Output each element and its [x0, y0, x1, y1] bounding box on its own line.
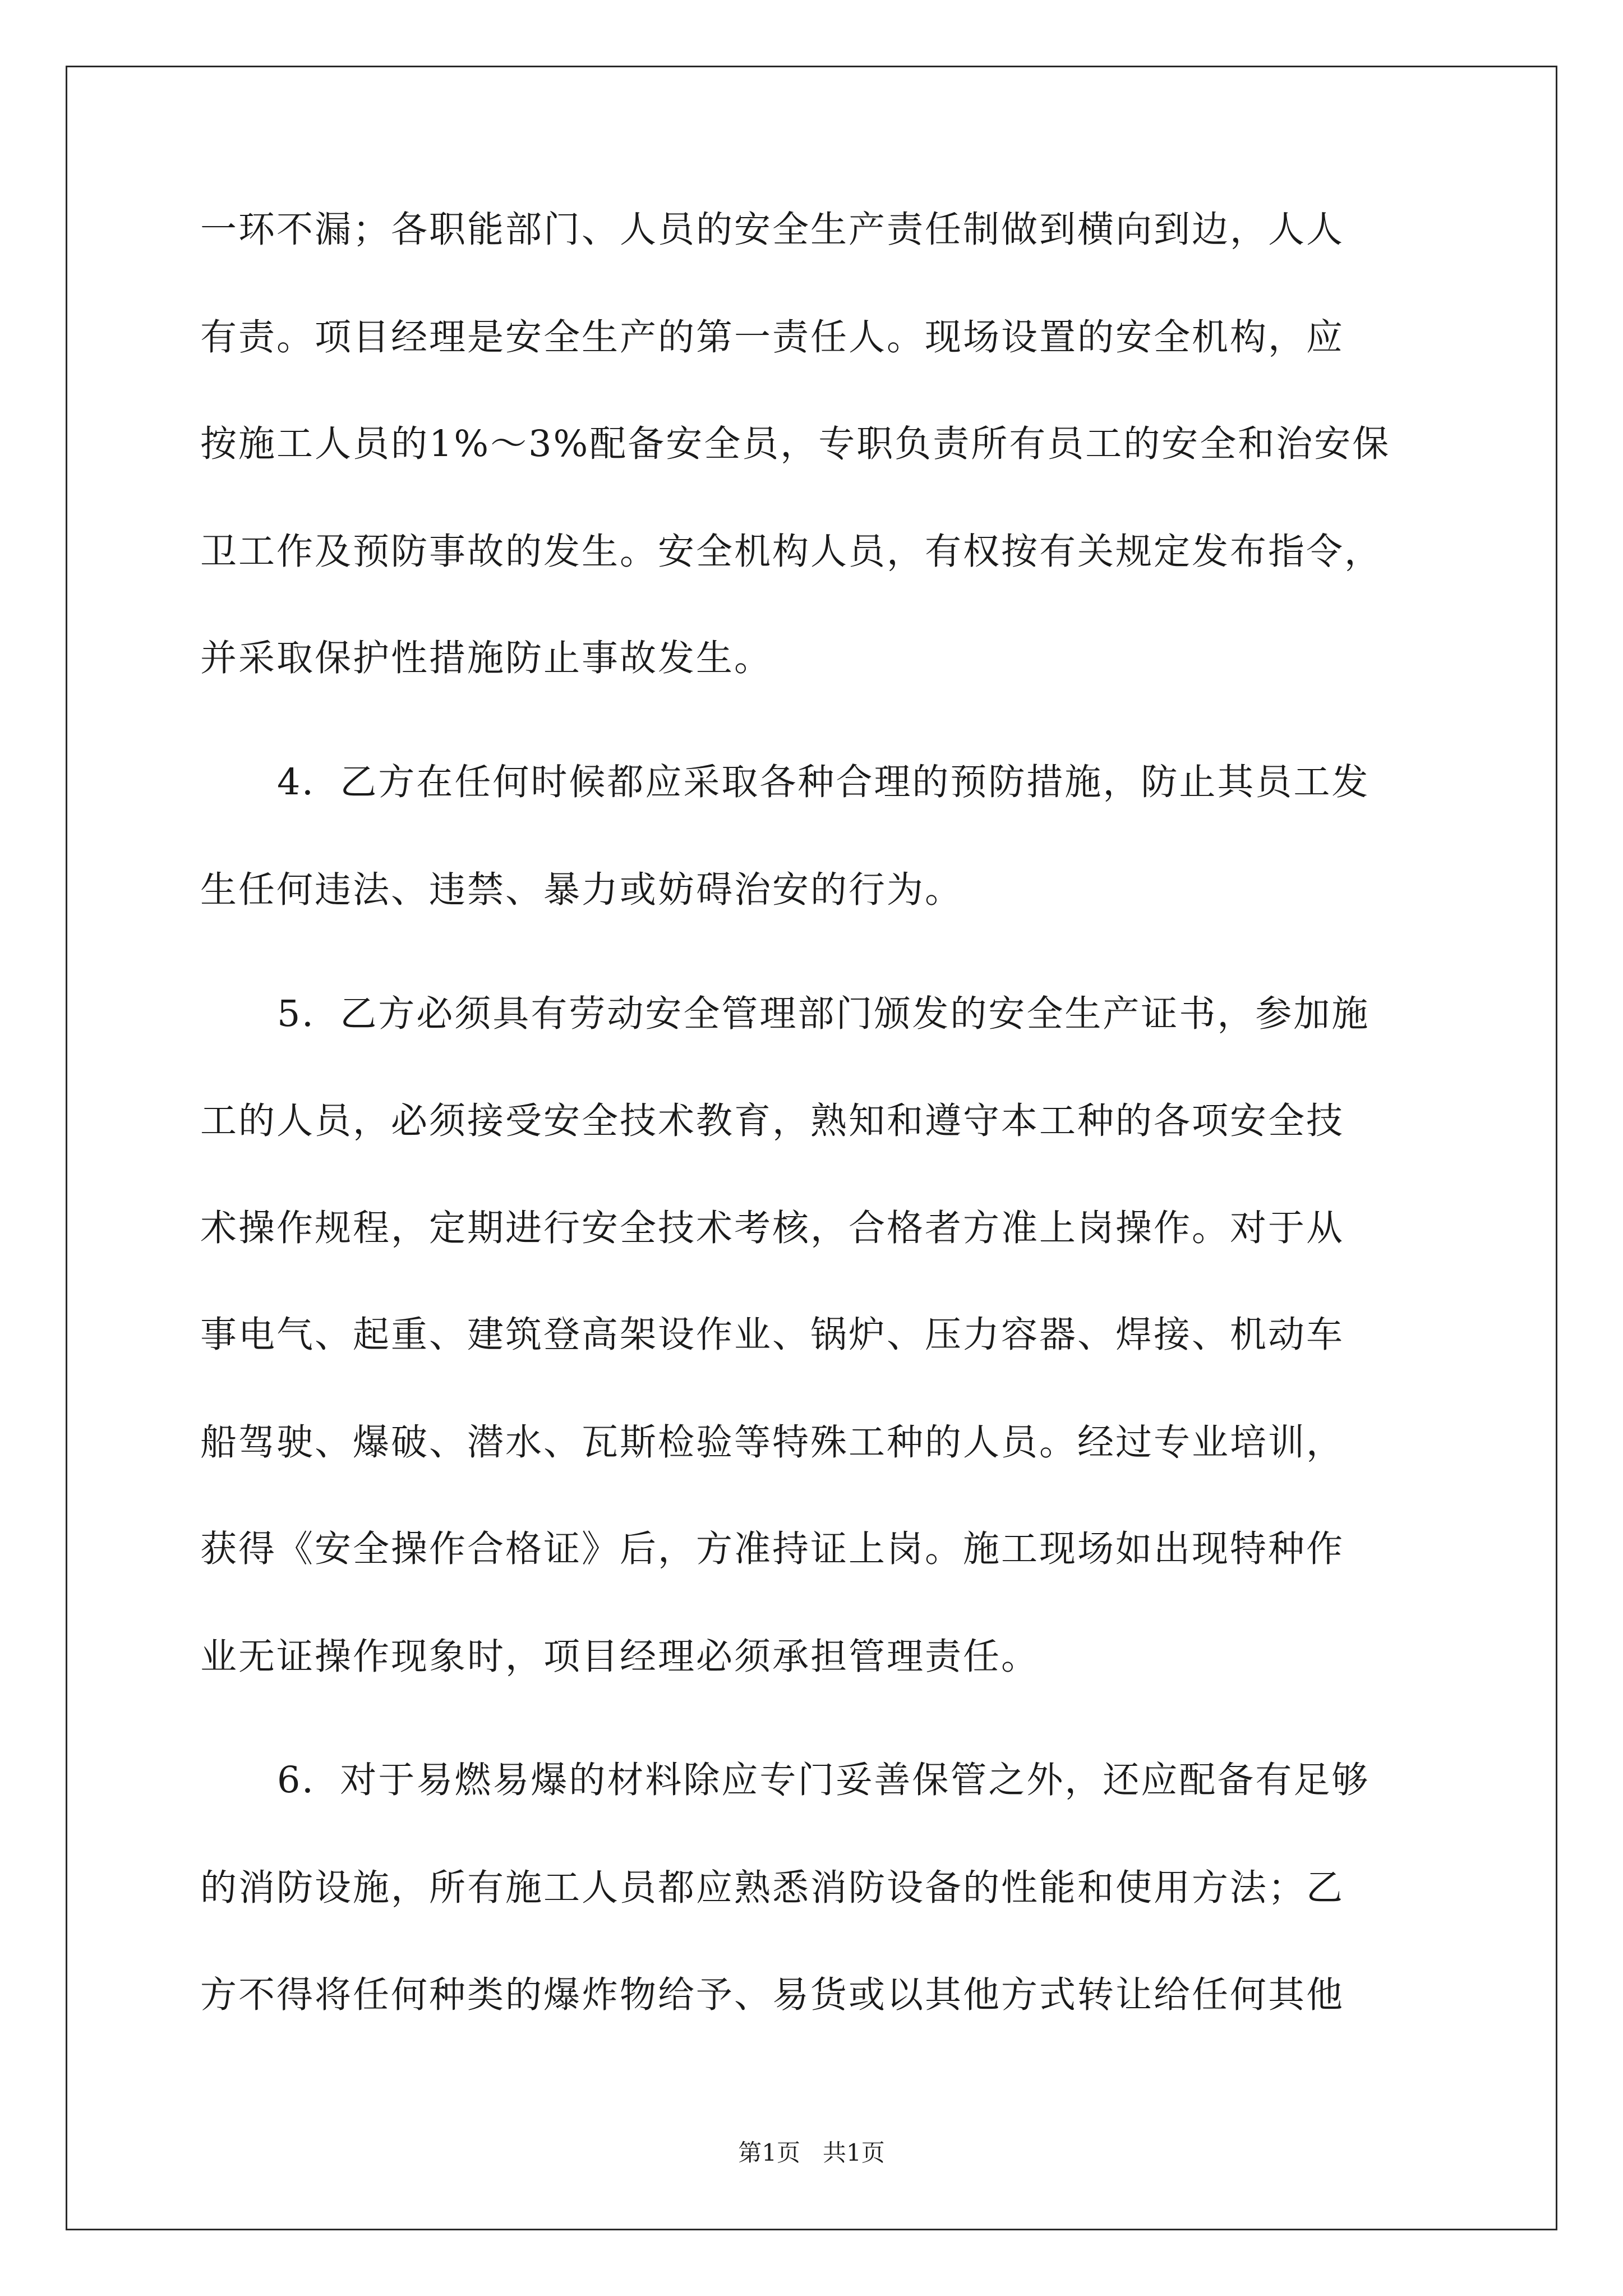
text-line: 一环不漏；各职能部门、人员的安全生产责任制做到横向到边，人人	[200, 209, 1345, 251]
text-line: 有责。项目经理是安全生产的第一责任人。现场设置的安全机构，应	[200, 316, 1345, 358]
text-line: 术操作规程，定期进行安全技术考核，合格者方准上岗操作。对于从	[200, 1207, 1345, 1249]
text-line: 按施工人员的1%～3%配备安全员，专职负责所有员工的安全和治安保	[200, 423, 1391, 465]
text-line: 船驾驶、爆破、潜水、瓦斯检验等特殊工种的人员。经过专业培训，	[200, 1421, 1345, 1464]
text-line: 业无证操作现象时，项目经理必须承担管理责任。	[200, 1636, 1040, 1678]
page-footer: 第1页 共1页	[738, 2139, 885, 2166]
text-line: 事电气、起重、建筑登高架设作业、锅炉、压力容器、焊接、机动车	[200, 1314, 1345, 1356]
text-line: 并采取保护性措施防止事故发生。	[200, 637, 773, 679]
text-line: 的消防设施，所有施工人员都应熟悉消防设备的性能和使用方法；乙	[200, 1867, 1345, 1909]
text-line: 卫工作及预防事故的发生。安全机构人员，有权按有关规定发布指令，	[200, 531, 1383, 573]
text-line: 方不得将任何种类的爆炸物给予、易货或以其他方式转让给任何其他	[200, 1974, 1345, 2016]
text-line: 获得《安全操作合格证》后，方准持证上岗。施工现场如出现特种作	[200, 1528, 1345, 1570]
text-line: 5．乙方必须具有劳动安全管理部门颁发的安全生产证书，参加施	[277, 993, 1370, 1035]
text-line: 生任何违法、违禁、暴力或妨碍治安的行为。	[200, 869, 963, 911]
text-line: 4．乙方在任何时候都应采取各种合理的预防措施，防止其员工发	[277, 761, 1370, 803]
text-line: 工的人员，必须接受安全技术教育，熟知和遵守本工种的各项安全技	[200, 1100, 1345, 1142]
text-line: 6．对于易燃易爆的材料除应专门妥善保管之外，还应配备有足够	[277, 1759, 1370, 1801]
